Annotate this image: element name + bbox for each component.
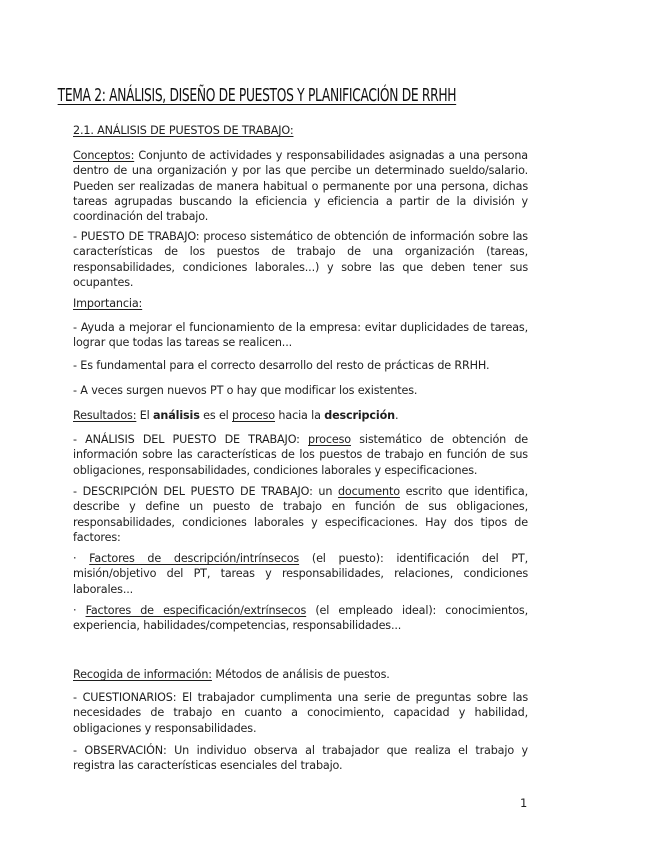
descripcion-text-1: un	[312, 485, 338, 498]
resultados-text-4: .	[394, 409, 399, 422]
importancia-item-3: - A veces surgen nuevos PT o hay que modificar los existentes.	[73, 384, 418, 397]
factor2-text: (el empleado ideal): conocimientos, experiencia, habilidades/competencias, responsabilidades...	[73, 604, 528, 633]
descripcion-paragraph	[73, 484, 528, 545]
section-heading-text: 2.1. ANÁLISIS DE PUESTOS DE TRABAJO:	[73, 124, 294, 137]
observacion-text: Un individuo observa al trabajador que realiza el trabajo y registra las características esenciales del trabajo.	[73, 744, 529, 773]
descripcion-word-documento: documento	[337, 485, 400, 498]
factor1-text: (el puesto): identificación del PT, misión/objetivo del PT, tareas y responsabilidades, relaciones, condiciones laborales...	[73, 552, 529, 596]
descripcion-label: - DESCRIPCIÓN DEL PUESTO DE TRABAJO:	[73, 485, 313, 498]
descripcion-text-2: escrito que identifica, describe y define un puesto de trabajo en función de sus obligaciones, responsabilidades, condiciones laborales y especificaciones. Hay dos tipos de factores:	[73, 485, 529, 544]
importancia-item-1: - Ayuda a mejorar el funcionamiento de la empresa: evitar duplicidades de tareas, lograr que todas las tareas se realicen...	[73, 321, 528, 350]
analisis-text-1	[300, 433, 308, 446]
analisis-paragraph	[73, 432, 528, 478]
importancia-heading	[73, 296, 528, 311]
conceptos-paragraph	[73, 148, 528, 224]
conceptos-label: Conceptos:	[73, 149, 135, 162]
analisis-label: - ANÁLISIS DEL PUESTO DE TRABAJO:	[73, 433, 300, 446]
page-number: 1	[520, 796, 528, 810]
observacion-label: - OBSERVACIÓN:	[73, 744, 167, 757]
factor-especificacion-paragraph	[73, 603, 528, 634]
resultados-word-descripcion: descripción	[324, 409, 395, 422]
resultados-text-3: hacia la	[275, 409, 325, 422]
cuestionarios-text: El trabajador cumplimenta una serie de preguntas sobre las necesidades de trabajo en cuanto a conocimiento, capacidad y habilidad, obligaciones y responsabilidades.	[73, 691, 529, 735]
puesto-label: - PUESTO DE TRABAJO:	[73, 230, 200, 243]
cuestionarios-label: - CUESTIONARIOS:	[73, 691, 177, 704]
section-heading	[73, 123, 528, 138]
factor2-label: Factores de especificación/extrínsecos	[85, 604, 307, 617]
resultados-text-2: es el	[199, 409, 233, 422]
observacion-paragraph	[73, 743, 528, 774]
importancia-label: Importancia:	[73, 297, 143, 310]
factor2-bullet: ·	[73, 604, 86, 617]
recogida-label: Recogida de información:	[73, 668, 212, 681]
resultados-word-analisis: análisis	[153, 409, 200, 422]
analisis-word-proceso: proceso	[308, 433, 351, 446]
analisis-text-2: sistemático de obtención de información sobre las características de los puestos de trabajo en función de sus obligaciones, responsabilidades, condiciones laborales y especificaciones.	[73, 433, 529, 477]
factor1-label: Factores de descripción/intrínsecos	[89, 552, 300, 565]
conceptos-text: Conjunto de actividades y responsabilidades asignadas a una persona dentro de una organización y por las que percibe un determinado sueldo/salario. Pueden ser realizadas de manera habitual o permanente por una persona, dichas tareas agrupadas buscando la eficiencia y eficiencia a partir de la división y coordinación del trabajo.	[73, 149, 528, 224]
recogida-text: Métodos de análisis de puestos.	[211, 668, 390, 681]
resultados-text-1: El	[136, 409, 154, 422]
puesto-text: proceso sistemático de obtención de información sobre las características de los puestos de trabajo de una organización (tareas, responsabilidades, condiciones laborales...) y sobre las que deben tener sus ocupantes.	[73, 230, 528, 289]
resultados-word-proceso: proceso	[232, 409, 276, 422]
resultados-paragraph	[73, 408, 528, 423]
puesto-paragraph	[73, 229, 528, 290]
cuestionarios-paragraph	[73, 690, 528, 736]
page-title: TEMA 2: ANÁLISIS, DISEÑO DE PUESTOS Y PLANIFICACIÓN DE RRHH	[57, 86, 457, 106]
importancia-item-2: - Es fundamental para el correcto desarrollo del resto de prácticas de RRHH.	[73, 359, 490, 372]
resultados-label: Resultados:	[73, 409, 137, 422]
factor-descripcion-paragraph	[73, 551, 528, 597]
recogida-paragraph	[73, 667, 528, 682]
factor1-bullet: ·	[73, 552, 90, 565]
